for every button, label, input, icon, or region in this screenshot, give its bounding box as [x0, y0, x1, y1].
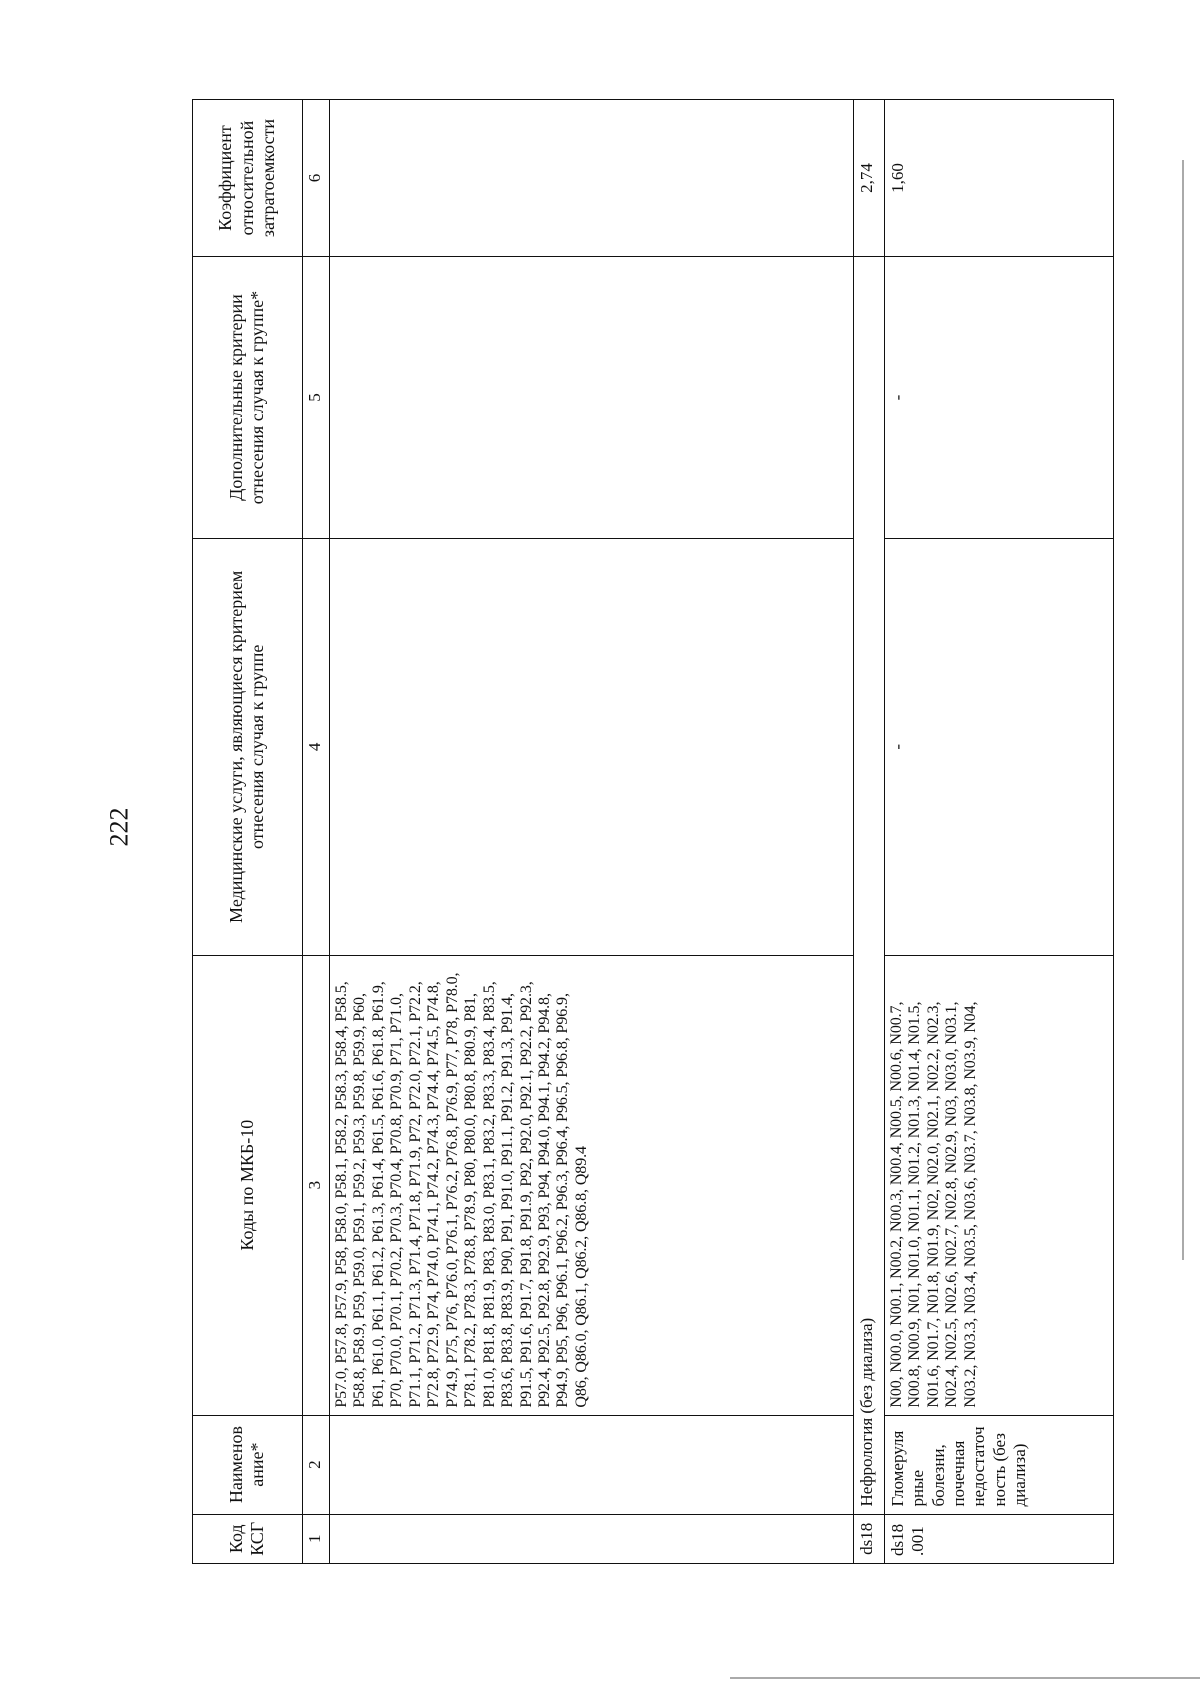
header-row: [193, 100, 303, 1564]
column-number-row: [302, 100, 329, 1564]
item-icd-codes: N00, N00.0, N00.1, N00.2, N00.3, N00.4, N00.5, N00.6, N00.7, N00.8, N00.9, N01, N01.0, N01.1, N01.2, N01.3, N01.4, N01.5, N01.6, N01.7, N01.8, N01.9, N02, N02.0, N02.1, N02.2, N02.3, N02.4, N02.5, N02.6, N02.7, N02.8, N02.9, N03, N03.0, N03.1, N03.2, N03.3, N03.4, N03.5, N03.6, N03.7, N03.8, N03.9, N04,: [884, 955, 1113, 1415]
header-ksg-code: Код КСГ: [193, 1514, 303, 1563]
item-services: -: [884, 538, 1113, 955]
continuation-coef: [329, 100, 853, 257]
column-number-5: 5: [302, 257, 329, 539]
rotated-table-container: [192, 99, 1114, 1564]
item-row: [884, 100, 1113, 1564]
continuation-services: [329, 538, 853, 955]
scan-edge-bottom: [730, 1677, 1200, 1679]
continuation-icd-codes: P57.0, P57.8, P57.9, P58, P58.0, P58.1, P58.2, P58.3, P58.4, P58.5, P58.8, P58.9, P59, P59.0, P59.1, P59.2, P59.3, P59.8, P59.9, P60, P61, P61.0, P61.1, P61.2, P61.3, P61.4, P61.5, P61.6, P61.8, P61.9, P70, P70.0, P70.1, P70.2, P70.3, P70.4, P70.8, P70.9, P71, P71.0, P71.1, P71.2, P71.3, P71.4, P71.8, P71.9, P72, P72.0, P72.1, P72.2, P72.8, P72.9, P74, P74.0, P74.1, P74.2, P74.3, P74.4, P74.5, P74.8, P74.9, P75, P76, P76.0, P76.1, P76.2, P76.8, P76.9, P77, P78, P78.0, P78.1, P78.2, P78.3, P78.8, P78.9, P80, P80.0, P80.8, P80.9, P81, P81.0, P81.8, P81.9, P83, P83.0, P83.1, P83.2, P83.3, P83.4, P83.5, P83.6, P83.8, P83.9, P90, P91, P91.0, P91.1, P91.2, P91.3, P91.4, P91.5, P91.6, P91.7, P91.8, P91.9, P92, P92.0, P92.1, P92.2, P92.3, P92.4, P92.5, P92.8, P92.9, P93, P94, P94.0, P94.1, P94.2, P94.8, P94.9, P95, P96, P96.1, P96.2, P96.3, P96.4, P96.5, P96.8, P96.9, Q86, Q86.0, Q86.1, Q86.2, Q86.8, Q89.4: [329, 955, 853, 1415]
group-code: ds18: [853, 1514, 884, 1563]
item-criteria: -: [884, 257, 1113, 539]
group-coef: 2,74: [853, 100, 884, 257]
continuation-name: [329, 1415, 853, 1514]
header-services: Медицинские услуги, являющиеся критерием отнесения случая к группе: [193, 538, 303, 955]
continuation-criteria: [329, 257, 853, 539]
group-name: Нефрология (без диализа): [853, 257, 884, 1514]
item-name: Гломерулярные болезни, почечная недостаточность (без диализа): [884, 1415, 1113, 1514]
column-number-6: 6: [302, 100, 329, 257]
column-number-3: 3: [302, 955, 329, 1415]
item-code: ds18.001: [884, 1514, 1113, 1563]
continuation-row: [329, 100, 853, 1564]
scan-edge-right: [1182, 160, 1184, 1260]
continuation-code: [329, 1514, 853, 1563]
item-coef: 1,60: [884, 100, 1113, 257]
header-coefficient: Коэффициент относительной затратоемкости: [193, 100, 303, 257]
header-icd-codes: Коды по МКБ-10: [193, 955, 303, 1415]
column-number-1: 1: [302, 1514, 329, 1563]
header-criteria: Дополнительные критерии отнесения случая к группе*: [193, 257, 303, 539]
group-row: [853, 100, 884, 1564]
ksg-table: [192, 99, 1114, 1564]
column-number-2: 2: [302, 1415, 329, 1514]
column-number-4: 4: [302, 538, 329, 955]
page-number: 222: [104, 807, 134, 847]
header-name: Наименование*: [193, 1415, 303, 1514]
